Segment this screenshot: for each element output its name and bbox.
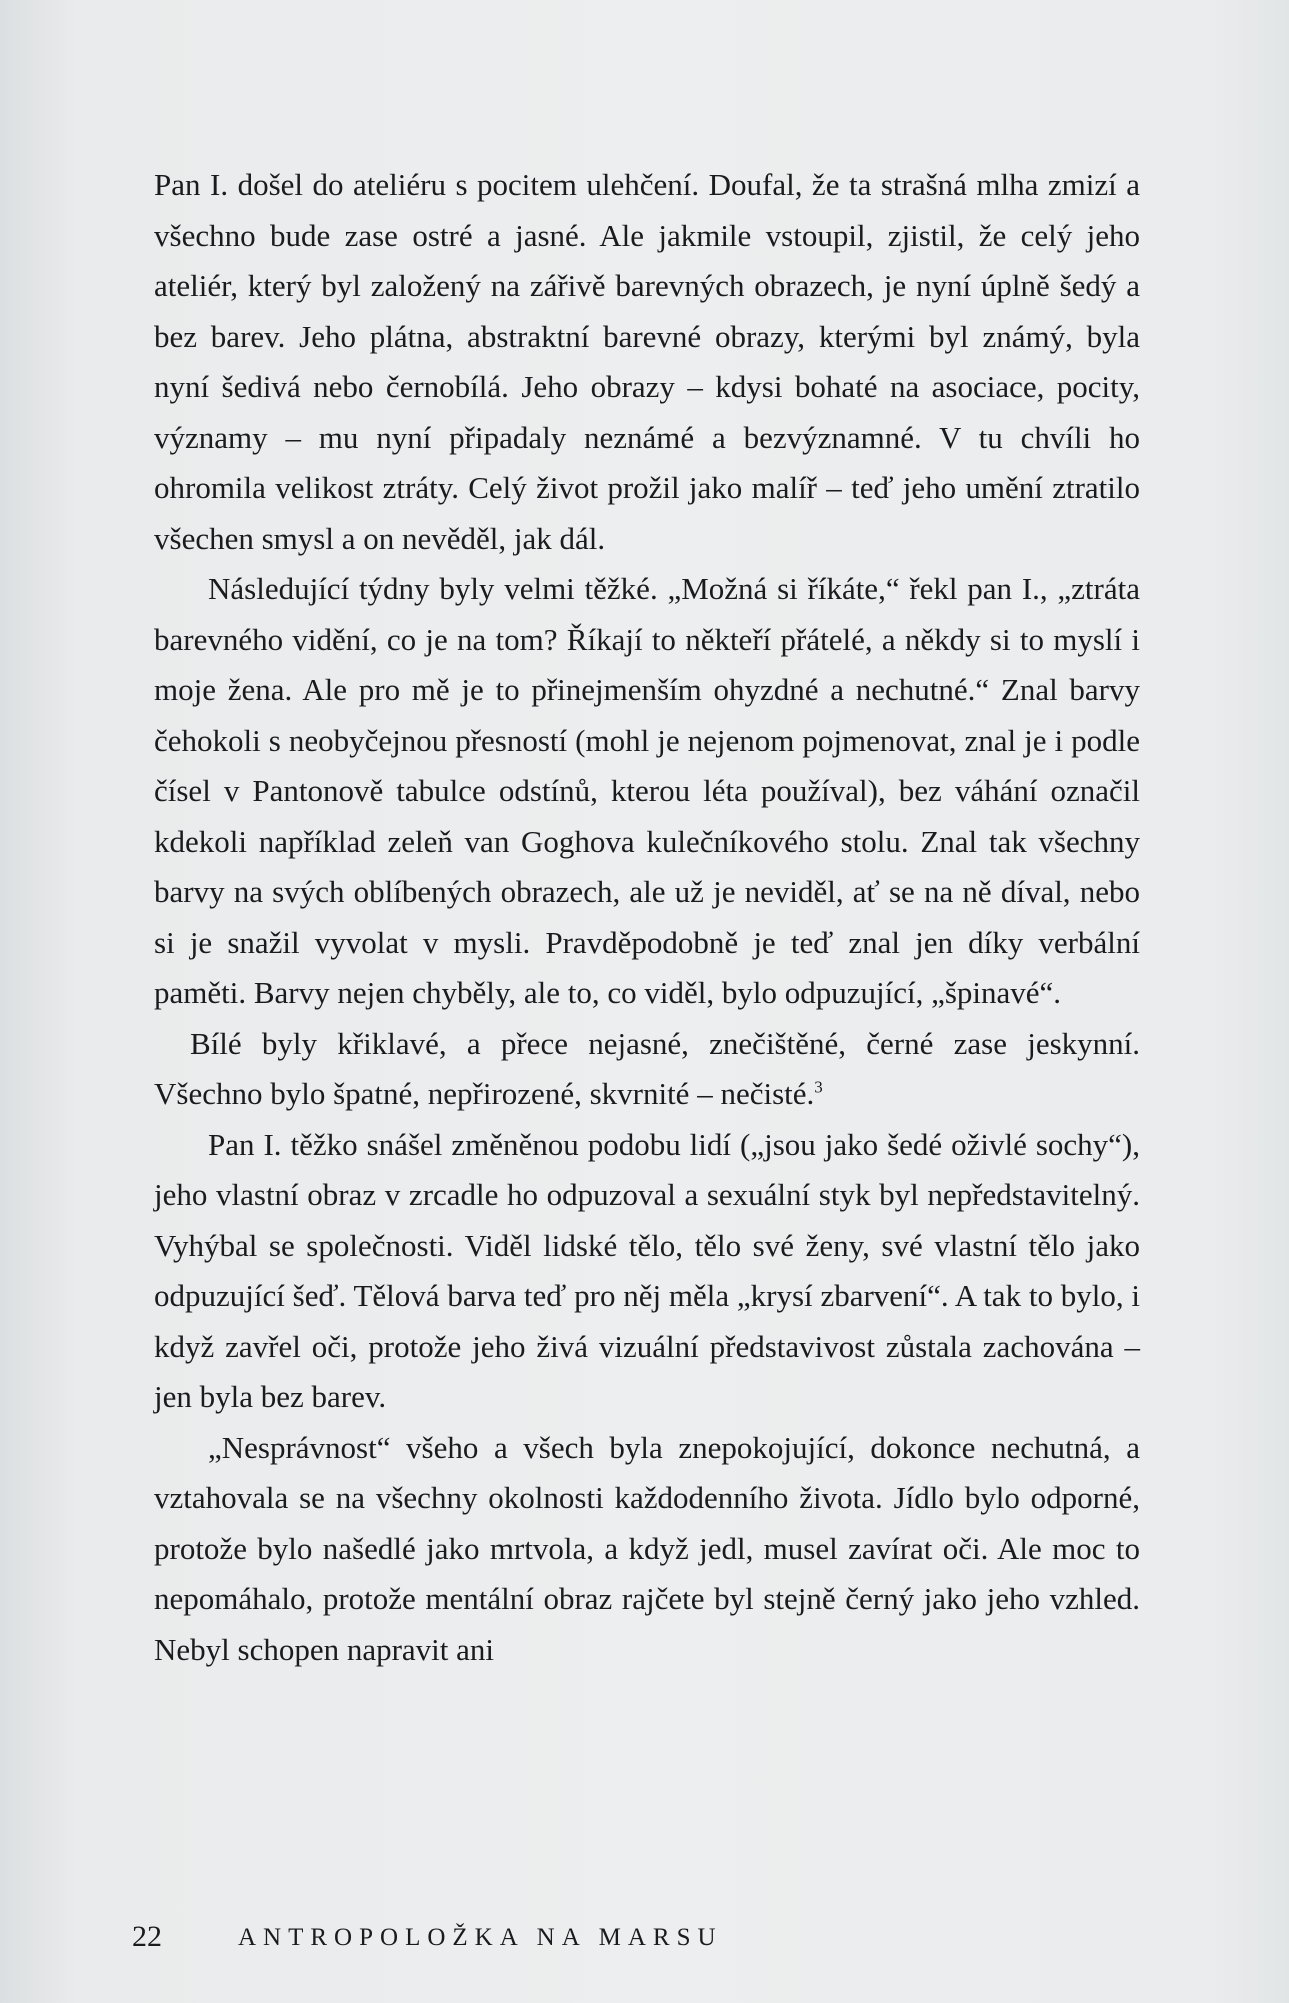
body-text xyxy=(154,160,1140,1675)
page-number: 22 xyxy=(132,1920,162,1953)
paragraph: „Nesprávnost“ všeho a všech byla znepokojující, dokonce nechutná, a vztahovala se na všechny okolnosti každodenního života. Jídlo bylo odporné, protože bylo našedlé jako mrtvola, a když jedl, musel zavírat oči. Ale moc to nepomáhalo, protože mentální obraz rajčete byl stejně černý jako jeho vzhled. Nebyl schopen napravit ani xyxy=(154,1429,1140,1667)
running-head: ANTROPOLOŽKA NA MARSU xyxy=(238,1924,723,1951)
footnote-reference: 3 xyxy=(814,1077,823,1097)
paragraph: Následující týdny byly velmi těžké. „Možná si říkáte,“ řekl pan I., „ztráta barevného vidění, co je na tom? Říkají to někteří přátelé, a někdy si to myslí i moje žena. Ale pro mě je to přinejmenším ohyzdné a nechutné.“ Znal barvy čehokoli s neobyčejnou přesností (mohl je nejenom pojmenovat, znal je i podle čísel v Pantonově tabulce odstínů, kterou léta používal), bez váhání označil kdekoli například zeleň van Goghova kulečníkového stolu. Znal tak všechny barvy na svých oblíbených obrazech, ale už je neviděl, ať se na ně díval, nebo si je snažil vyvolat v mysli. Pravděpodobně je teď znal jen díky verbální paměti. Barvy nejen chyběly, ale to, co viděl, bylo odpuzující, „špinavé“. xyxy=(154,571,1140,1010)
quoted-passage xyxy=(154,1019,1140,1120)
paragraph: Pan I. došel do ateliéru s pocitem ulehčení. Doufal, že ta strašná mlha zmizí a všechno bude zase ostré a jasné. Ale jakmile vstoupil, zjistil, že celý jeho ateliér, který byl založený na zářivě barevných obrazech, je nyní úplně šedý a bez barev. Jeho plátna, abstraktní barevné obrazy, kterými byl známý, byla nyní šedivá nebo černobílá. Jeho obrazy – kdysi bohaté na asociace, pocity, významy – mu nyní připadaly neznámé a bezvýznamné. V tu chvíli ho ohromila velikost ztráty. Celý život prožil jako malíř – teď jeho umění ztratilo všechen smysl a on nevěděl, jak dál. xyxy=(154,167,1140,556)
paragraph: Pan I. těžko snášel změněnou podobu lidí („jsou jako šedé oživlé sochy“), jeho vlastní obraz v zrcadle ho odpuzoval a sexuální styk byl nepředstavitelný. Vyhýbal se společnosti. Viděl lidské tělo, tělo své ženy, své vlastní tělo jako odpuzující šeď. Tělová barva teď pro něj měla „krysí zbarvení“. A tak to bylo, i když zavřel oči, protože jeho živá vizuální představivost zůstala zachována – jen byla bez barev. xyxy=(154,1126,1140,1414)
quoted-passage-text: Bílé byly křiklavé, a přece nejasné, znečištěné, černé zase jeskynní. Všechno bylo špatné, nepřirozené, skvrnité – nečisté. xyxy=(154,1025,1140,1111)
